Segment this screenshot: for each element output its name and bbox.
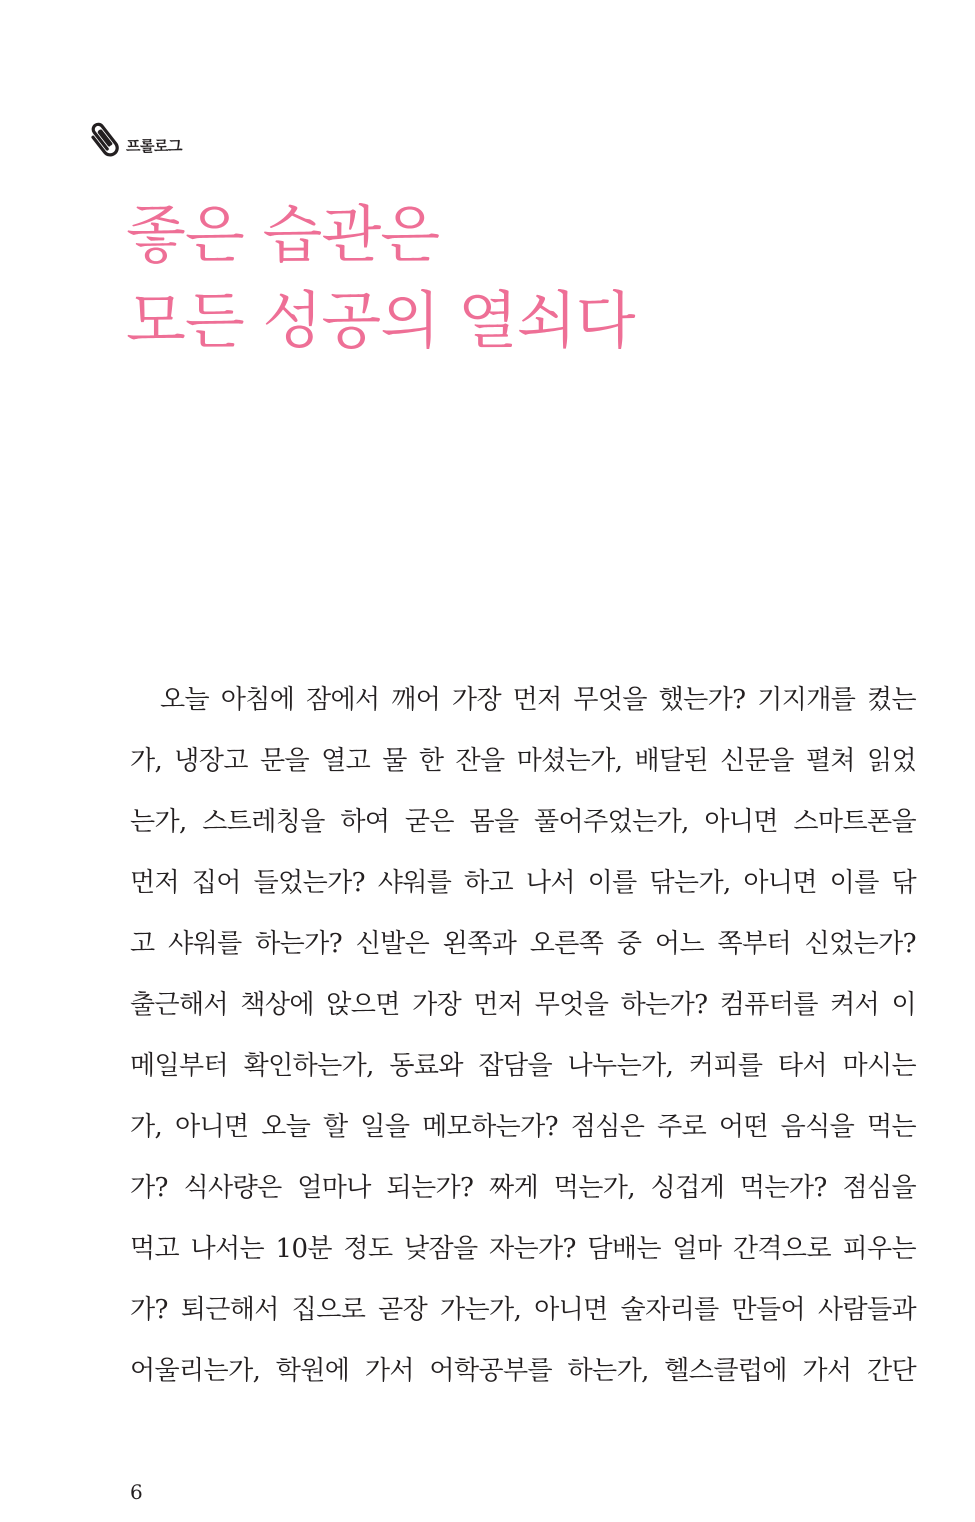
body-line: 가? 퇴근해서 집으로 곧장 가는가, 아니면 술자리를 만들어 사람들과: [130, 1295, 916, 1325]
body-line: 먹고 나서는 10분 정도 낮잠을 자는가? 담배는 얼마 간격으로 피우는: [130, 1234, 916, 1264]
body-line: 는가, 스트레칭을 하여 굳은 몸을 풀어주었는가, 아니면 스마트폰을: [130, 807, 916, 837]
chapter-title: [126, 192, 635, 364]
body-line: 어울리는가, 학원에 가서 어학공부를 하는가, 헬스클럽에 가서 간단: [130, 1356, 916, 1386]
body-line: 가? 식사량은 얼마나 되는가? 짜게 먹는가, 싱겁게 먹는가? 점심을: [130, 1173, 916, 1203]
body-line: 가, 냉장고 문을 열고 물 한 잔을 마셨는가, 배달된 신문을 펼쳐 읽었: [130, 746, 916, 776]
body-line: 가, 아니면 오늘 할 일을 메모하는가? 점심은 주로 어떤 음식을 먹는: [130, 1112, 916, 1142]
chapter-title-line-1: 좋은 습관은: [126, 198, 440, 271]
paperclip-icon: [88, 118, 122, 158]
page-number: 6: [130, 1480, 143, 1504]
chapter-title-line-2: 모든 성공의 열쇠다: [126, 284, 635, 357]
body-line: 오늘 아침에 잠에서 깨어 가장 먼저 무엇을 했는가? 기지개를 켰는: [160, 685, 916, 715]
body-paragraph: [130, 670, 916, 1402]
body-line: 메일부터 확인하는가, 동료와 잡담을 나누는가, 커피를 타서 마시는: [130, 1051, 916, 1081]
section-tag: [88, 118, 182, 158]
body-line: 먼저 집어 들었는가? 샤워를 하고 나서 이를 닦는가, 아니면 이를 닦: [130, 868, 916, 898]
body-line: 출근해서 책상에 앉으면 가장 먼저 무엇을 하는가? 컴퓨터를 켜서 이: [130, 990, 916, 1020]
section-label: 프롤로그: [126, 136, 182, 155]
body-line: 고 샤워를 하는가? 신발은 왼쪽과 오른쪽 중 어느 쪽부터 신었는가?: [130, 929, 916, 959]
